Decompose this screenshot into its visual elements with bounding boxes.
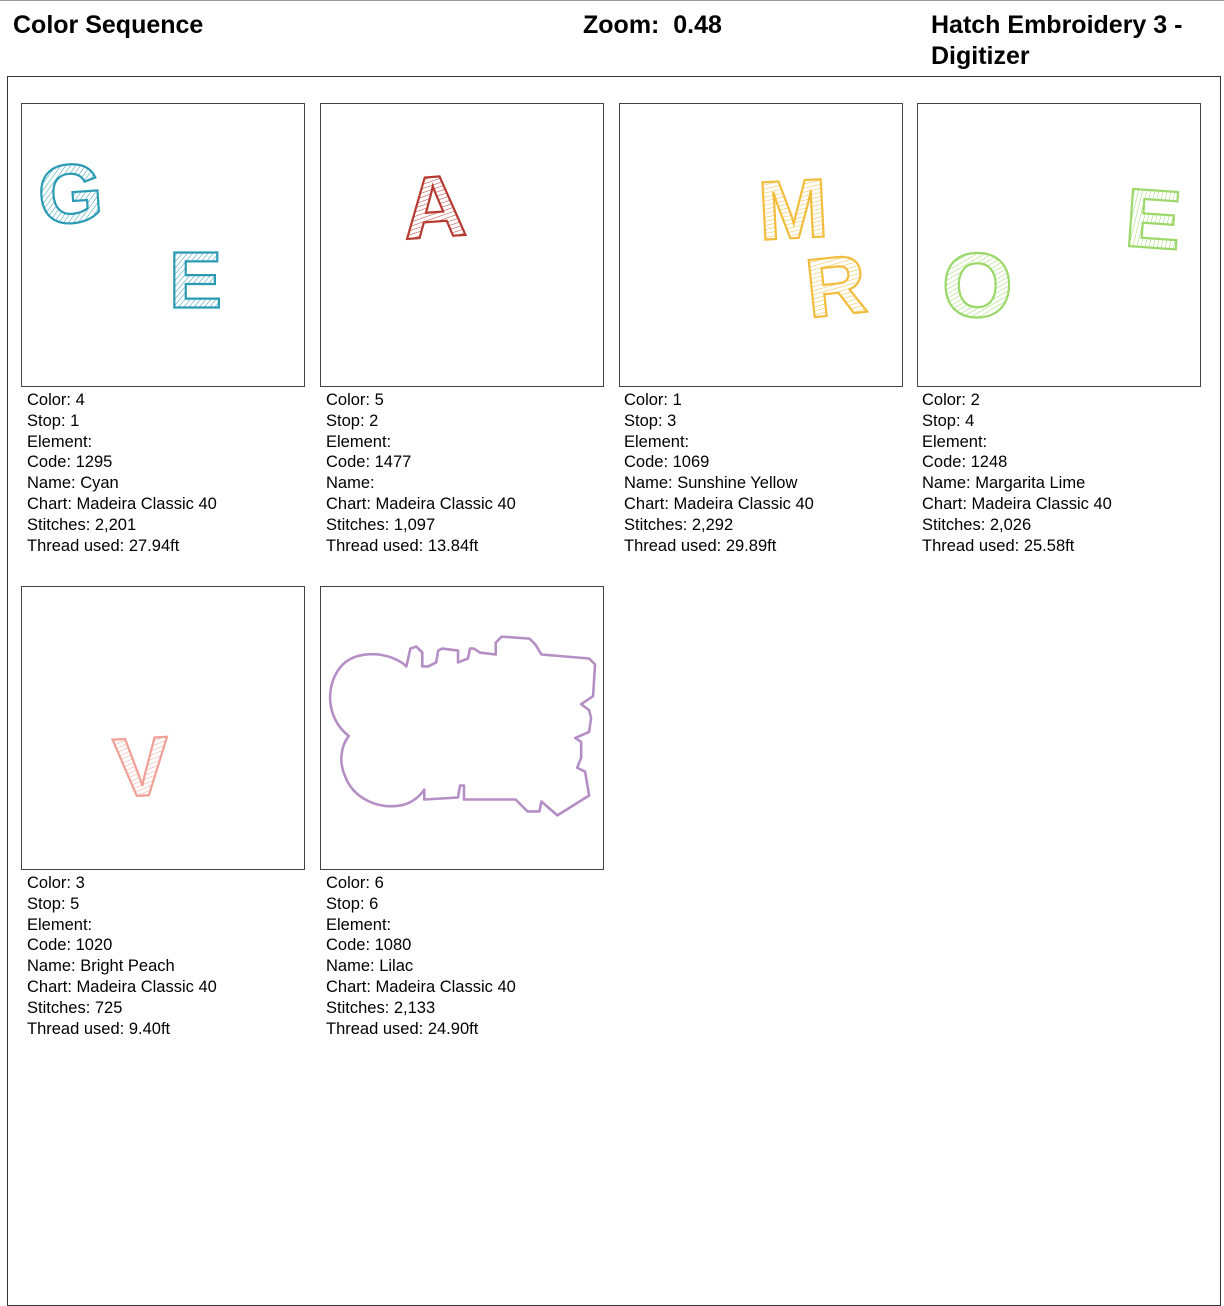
letter-a: A <box>399 155 470 259</box>
letter-m: M <box>755 161 831 258</box>
stop-number: 4 <box>965 411 975 430</box>
thread-used: 13.84ft <box>427 536 479 555</box>
thread-used: 24.90ft <box>427 1019 479 1038</box>
zoom-readout <box>583 10 722 41</box>
stop-number: 2 <box>369 411 379 430</box>
stitch-count: 2,292 <box>691 515 734 534</box>
color-number: 2 <box>970 391 980 409</box>
zoom-label: Zoom: <box>583 11 660 39</box>
stitch-count: 1,097 <box>393 515 436 534</box>
zoom-value: 0.48 <box>673 11 722 39</box>
stitch-count: 725 <box>94 998 123 1017</box>
stitch-count: 2,026 <box>989 515 1032 534</box>
sequence-info-6: Color: 6 Stop: 6 Element: Code: 1080 Name: Lilac Chart: Madeira Classic 40 Stitches: 2,133 Thread used: 24.90ft <box>326 874 516 1038</box>
thread-name: Bright Peach <box>80 957 175 976</box>
stitch-preview-3 <box>619 103 903 387</box>
letter-e: E <box>1122 170 1185 268</box>
letter-g: G <box>34 145 107 243</box>
thread-code: 1080 <box>374 936 412 955</box>
letter-r: R <box>801 236 871 336</box>
stitch-preview-1 <box>21 103 305 387</box>
thread-chart: Madeira Classic 40 <box>76 977 217 996</box>
letter-e: E <box>168 235 222 325</box>
stitch-preview-2-art <box>321 104 603 386</box>
color-number: 6 <box>374 874 384 892</box>
thread-name: Sunshine Yellow <box>677 474 798 493</box>
sequence-info-5: Color: 3 Stop: 5 Element: Code: 1020 Name: Bright Peach Chart: Madeira Classic 40 Stitches: 725 Thread used: 9.40ft <box>27 874 217 1038</box>
letter-o: O <box>941 234 1013 337</box>
stop-number: 6 <box>369 894 379 913</box>
thread-name: Cyan <box>80 474 119 493</box>
stitch-preview-4 <box>917 103 1201 387</box>
thread-used: 29.89ft <box>725 536 777 555</box>
stop-number: 1 <box>70 411 80 430</box>
thread-chart: Madeira Classic 40 <box>76 494 217 513</box>
letter-v: V <box>111 719 172 816</box>
thread-chart: Madeira Classic 40 <box>673 494 814 513</box>
app-name: Hatch Embroidery 3 - Digitizer <box>931 11 1183 70</box>
color-number: 1 <box>672 391 682 409</box>
stitch-preview-6-art <box>321 587 603 869</box>
sequence-info-3: Color: 1 Stop: 3 Element: Code: 1069 Name: Sunshine Yellow Chart: Madeira Classic 40 Stitches: 2,292 Thread used: 29.89ft <box>624 391 814 555</box>
top-rule <box>0 0 1224 1</box>
thread-code: 1020 <box>75 936 113 955</box>
color-number: 5 <box>374 391 384 409</box>
color-number: 3 <box>75 874 85 892</box>
thread-code: 1295 <box>75 453 113 472</box>
stitch-count: 2,133 <box>393 998 436 1017</box>
stitch-preview-5 <box>21 586 305 870</box>
page-title: Color Sequence <box>13 11 204 39</box>
stop-number: 5 <box>70 894 80 913</box>
stitch-preview-3-art <box>620 104 902 386</box>
thread-chart: Madeira Classic 40 <box>375 977 516 996</box>
stitch-preview-4-art <box>918 104 1200 386</box>
sequence-info-4: Color: 2 Stop: 4 Element: Code: 1248 Name: Margarita Lime Chart: Madeira Classic 40 Stitches: 2,026 Thread used: 25.58ft <box>922 391 1112 555</box>
stitch-preview-2 <box>320 103 604 387</box>
applique-outline <box>330 637 595 816</box>
thread-used: 27.94ft <box>128 536 180 555</box>
thread-name: Margarita Lime <box>975 474 1086 493</box>
thread-code: 1069 <box>672 453 710 472</box>
thread-name: Lilac <box>379 957 414 976</box>
thread-chart: Madeira Classic 40 <box>971 494 1112 513</box>
stitch-preview-6 <box>320 586 604 870</box>
stitch-preview-1-art <box>22 104 304 386</box>
sequence-info-2: Color: 5 Stop: 2 Element: Code: 1477 Name: Chart: Madeira Classic 40 Stitches: 1,097 Thread used: 13.84ft <box>326 391 516 555</box>
thread-used: 25.58ft <box>1023 536 1075 555</box>
stop-number: 3 <box>667 411 677 430</box>
thread-used: 9.40ft <box>128 1019 171 1038</box>
stitch-preview-5-art <box>22 587 304 869</box>
color-number: 4 <box>75 391 85 409</box>
thread-chart: Madeira Classic 40 <box>375 494 516 513</box>
thread-code: 1248 <box>970 453 1008 472</box>
thread-code: 1477 <box>374 453 412 472</box>
sequence-info-1: Color: 4 Stop: 1 Element: Code: 1295 Name: Cyan Chart: Madeira Classic 40 Stitches: 2,201 Thread used: 27.94ft <box>27 391 217 555</box>
stitch-count: 2,201 <box>94 515 137 534</box>
